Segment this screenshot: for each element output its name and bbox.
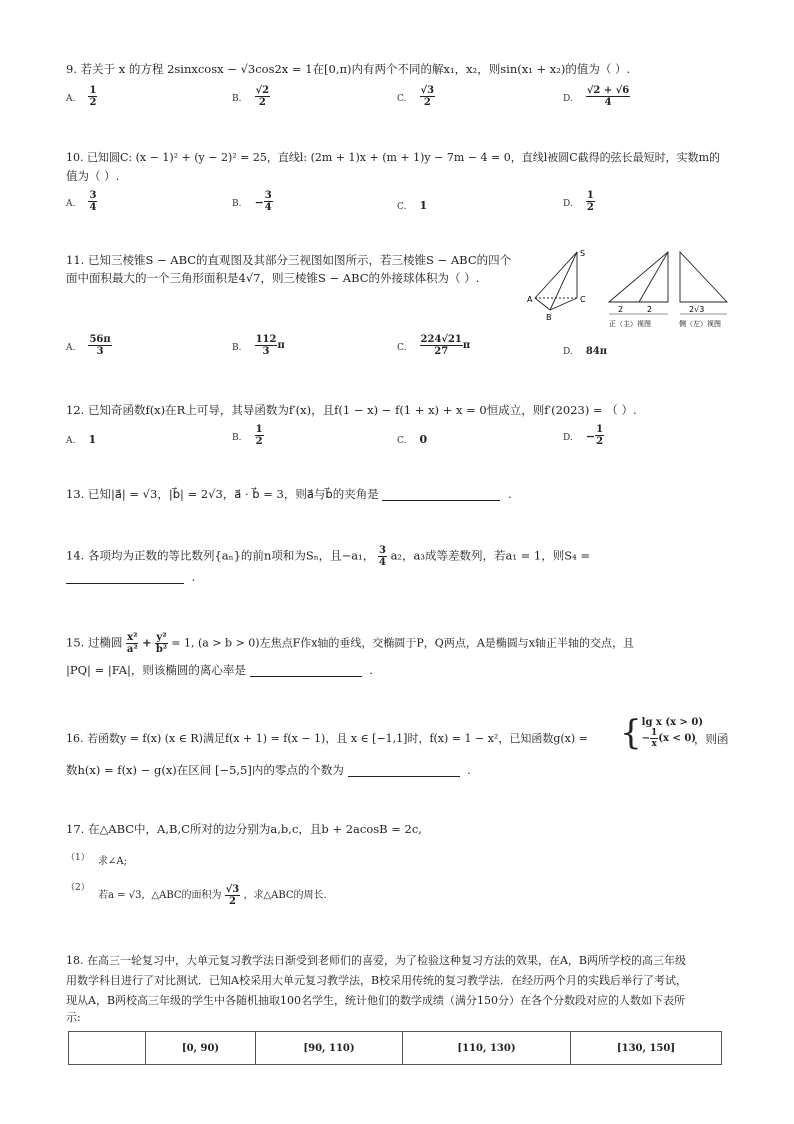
option-label: D. [563,199,573,209]
question-18-line3: 现从A，B两校高三年级的学生中各随机抽取100名学生，统计他们的数学成绩（满分150分）在各个分数段对应的人数如下表所 [66,994,686,1007]
period: . [508,487,512,501]
q12-option-c[interactable] [397,428,427,447]
question-14-stem-post: a₂，a₃成等差数列，若a₁ = 1，则S₄ = [390,548,591,563]
q10-option-a[interactable] [66,190,97,213]
option-label: A. [66,199,76,209]
left-brace: { [620,713,642,753]
fraction: $\frac{√3}{2}$ [420,85,435,108]
table-header-cell: [130, 150] [571,1032,722,1065]
question-14-line2 [66,570,195,584]
part-2-text [98,884,327,907]
option-label: D. [563,347,573,357]
q11-option-b[interactable] [232,334,285,357]
part-1-text: 求∠A; [98,856,127,867]
part-2-label: （2） [66,883,90,893]
table-header-cell: [0, 90) [146,1032,256,1065]
answer-blank[interactable] [250,676,362,677]
front-view-caption: 正（主）视图 [609,320,651,328]
question-16-stem-line2: 数h(x) = f(x) − g(x)在区间 [−5,5]内的零点的个数为 [66,763,344,777]
fraction: $\frac{\text{y²}}{\text{b²}}$ [155,632,168,655]
option-label: C. [397,202,407,212]
option-label: C. [397,343,407,353]
period: . [467,763,471,777]
question-16-line2 [66,763,471,777]
q12-option-d[interactable] [563,424,604,447]
side-view-caption: 侧（左）视图 [679,320,721,328]
q10-option-d[interactable] [563,190,595,213]
q11-option-d[interactable] [563,339,607,358]
fraction: $\frac{1}{2}$ [255,424,263,447]
piecewise-function [620,713,704,753]
minus-sign: − [254,196,264,209]
q9-option-c[interactable] [397,85,435,108]
option-value: 84π [585,346,608,357]
option-label: A. [66,436,76,446]
plus-sign: + [142,635,152,650]
vertex-label: C [580,295,586,304]
q11-option-c[interactable] [397,334,470,357]
question-18-line1: 18. 在高三一轮复习中，大单元复习教学法日渐受到老师们的喜爱，为了检验这种复习方法的效果，在A，B两所学校的高三年级 [66,954,687,967]
q10-option-b[interactable] [232,190,273,213]
table-header-cell [69,1032,146,1065]
table-header-cell: [90, 110) [256,1032,403,1065]
fraction: $\frac{112}{3}$ [255,334,277,357]
q12-option-b[interactable] [232,424,264,447]
fraction: $\frac{√2}{2}$ [255,85,270,108]
fraction: $\frac{√3}{2}$ [225,884,240,907]
question-16-stem-post: ，则函 [694,732,729,746]
question-10-stem-line1: 10. 已知圆C: (x − 1)² + (y − 2)² = 25，直线l: (2m + 1)x + (m + 1)y − 7m − 4 = 0，直线l被圆C截得的弦长最短时，实数m的 [66,151,721,164]
q9-option-a[interactable] [66,85,97,108]
option-label: A. [66,343,76,353]
question-11-stem-line1: 11. 已知三棱锥S − ABC的直观图及其部分三视图如图所示，若三棱锥S − ABC的四个 [66,253,512,267]
option-label: A. [66,94,76,104]
option-label: C. [397,94,407,104]
case-2: − $\frac{1}{x}$ (x < 0) [641,728,697,749]
dimension-label: 2 [618,305,624,314]
question-15-line2 [66,663,373,677]
question-15-stem-pre: 15. 过椭圆 [66,635,123,650]
question-14-line1 [66,545,590,568]
option-label: B. [232,199,242,209]
side-view-triangle [680,252,727,302]
question-13 [66,487,512,501]
fraction: $\frac{3}{4}$ [89,190,97,213]
pi-symbol: π [462,340,471,351]
fraction: $\frac{√2 + √6}{4}$ [586,85,630,108]
option-label: D. [563,94,573,104]
fraction: $\frac{\text{x²}}{\text{a²}}$ [126,632,138,655]
case-1: lg x (x > 0) [641,717,704,728]
q9-option-b[interactable] [232,85,270,108]
question-14-stem-pre: 14. 各项均为正数的等比数列{aₙ}的前n项和为Sₙ，且−a₁， [66,548,375,563]
question-17-stem: 17. 在△ABC中，A,B,C所对的边分别为a,b,c，且b + 2acosB = 2c, [66,822,422,836]
period: . [369,663,373,677]
answer-blank[interactable] [348,776,460,777]
dimension-label: 2√3 [689,305,705,314]
question-12-stem: 12. 已知奇函数f(x)在R上可导，其导函数为f′(x)，且f(1 − x) − f(1 + x) + x = 0恒成立，则f′(2023) = （ ）. [66,403,637,417]
fraction: $\frac{56\pi}{3}$ [89,334,111,357]
q11-figure [525,246,730,330]
table-header-row [69,1032,722,1065]
option-value: 1 [88,433,97,446]
minus-sign: − [585,430,596,443]
period: . [191,570,196,584]
question-9-stem: 9. 若关于 x 的方程 2sinxcosx − √3cos2x = 1在[0,π)内有两个不同的解x₁，x₂，则sin(x₁ + x₂)的值为（ ）. [66,62,631,76]
fraction: $\frac{3}{4}$ [264,190,272,213]
answer-blank[interactable] [66,583,184,584]
option-label: B. [232,94,242,104]
vertex-label: A [527,295,533,304]
table-header-cell: [110, 130) [403,1032,571,1065]
option-value: 1 [419,199,428,212]
option-label: B. [232,433,242,443]
question-15-stem-post: = 1, (a > b > 0)左焦点F作x轴的垂线，交椭圆于P，Q两点，A是椭圆与x轴正半轴的交点，且 [171,636,634,650]
fraction: $\frac{1}{2}$ [89,85,97,108]
vertex-label: S [580,249,586,258]
question-15-line1 [66,632,634,655]
dimension-label: 2 [647,305,653,314]
question-16-stem-pre: 16. 若函数y = f(x) (x ∈ R)满足f(x + 1) = f(x − 1)，且 x ∈ [−1,1]时，f(x) = 1 − x²，已知函数g(x) = [66,732,588,745]
score-table [68,1031,722,1065]
question-10-stem-line2: 值为（ ）. [66,169,120,183]
part-2-post: ，求△ABC的周长. [243,890,327,901]
pyramid-direct-view [535,252,577,310]
fraction: $\frac{3}{4}$ [378,545,386,568]
front-view-triangle [609,252,668,302]
q9-option-d[interactable] [563,85,630,108]
question-15-stem-line2: |PQ| = |FA|，则该椭圆的离心率是 [66,663,246,677]
question-18-line4: 示: [66,1011,81,1024]
answer-blank[interactable] [382,500,500,501]
option-label: B. [232,343,242,353]
option-label: D. [563,433,573,443]
pi-symbol: π [277,340,285,351]
fraction: $\frac{1}{2}$ [596,424,604,447]
fraction: $\frac{1}{2}$ [586,190,594,213]
q10-option-c[interactable] [397,194,427,213]
question-18-line2: 用数学科目进行了对比测试．已知A校采用大单元复习教学法，B校采用传统的复习教学法．在经历两个月的实践后举行了考试， [66,974,688,987]
part-2-pre: 若a = √3，△ABC的面积为 [98,890,222,901]
question-11-stem-line2: 面中面积最大的一个三角形面积是4√7，则三棱锥S − ABC的外接球体积为（ ）. [66,271,480,285]
option-label: C. [397,436,407,446]
question-13-stem: 13. 已知|a⃗| = √3，|b⃗| = 2√3，a⃗ · b⃗ = 3，则a⃗与b⃗的夹角是 [66,487,379,501]
option-value: 0 [419,433,428,446]
q12-option-a[interactable] [66,428,96,447]
fraction: $\frac{224√21}{27}$ [420,334,462,357]
part-1-label: （1） [66,853,90,863]
vertex-label: B [546,313,552,322]
q11-option-a[interactable] [66,334,112,357]
